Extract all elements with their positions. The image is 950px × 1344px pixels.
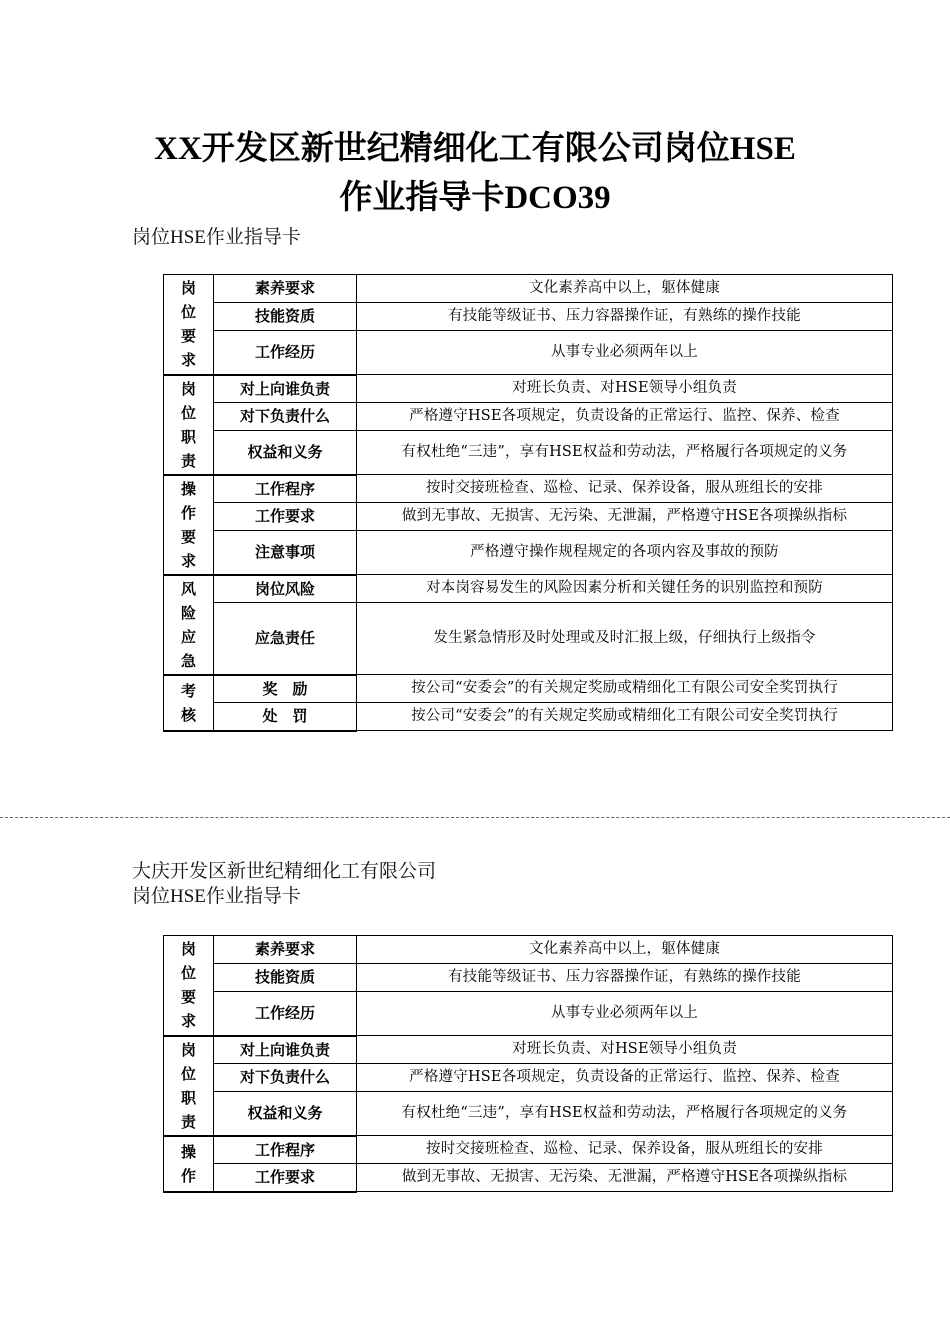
item-description-cell: 有技能等级证书、压力容器操作证，有熟练的操作技能 xyxy=(357,964,893,992)
section1-subtitle: 岗位HSE作业指导卡 xyxy=(132,227,301,248)
group-label-char: 风 xyxy=(180,579,196,598)
item-name-cell: 应急责任 xyxy=(214,603,357,675)
table-row xyxy=(164,675,893,703)
group-label-char: 位 xyxy=(180,964,196,983)
group-label-char: 位 xyxy=(180,403,196,422)
group-label xyxy=(164,275,214,375)
group-label xyxy=(164,1036,214,1136)
group-label-char: 求 xyxy=(180,1012,196,1031)
section2-company-name: 大庆开发区新世纪精细化工有限公司 xyxy=(132,861,437,882)
item-description-cell: 严格遵守操作规程规定的各项内容及事故的预防 xyxy=(357,531,893,575)
item-name-cell: 对上向谁负责 xyxy=(214,1036,357,1064)
item-name-cell: 工作程序 xyxy=(214,475,357,503)
item-name-cell: 对下负责什么 xyxy=(214,403,357,431)
group-label xyxy=(164,475,214,575)
item-name-cell: 技能资质 xyxy=(214,964,357,992)
item-name-cell: 对下负责什么 xyxy=(214,1064,357,1092)
group-label xyxy=(164,375,214,475)
table-row xyxy=(164,475,893,503)
group-label-char: 求 xyxy=(180,351,196,370)
item-description-cell: 做到无事故、无损害、无污染、无泄漏，严格遵守HSE各项操纵指标 xyxy=(357,1164,893,1192)
item-description-cell: 严格遵守HSE各项规定，负责设备的正常运行、监控、保养、检查 xyxy=(357,403,893,431)
item-description-cell: 有权杜绝“三违”，享有HSE权益和劳动法，严格履行各项规定的义务 xyxy=(357,431,893,475)
group-label-char: 操 xyxy=(180,1142,196,1161)
table-row xyxy=(164,431,893,475)
table-row xyxy=(164,936,893,964)
group-label-char: 应 xyxy=(180,627,196,646)
group-label-char: 岗 xyxy=(180,1040,196,1059)
group-label-char: 作 xyxy=(180,503,196,522)
item-description-cell: 文化素养高中以上，躯体健康 xyxy=(357,936,893,964)
item-name-cell: 工作要求 xyxy=(214,503,357,531)
item-name-cell: 奖 励 xyxy=(214,675,357,703)
group-label-char: 操 xyxy=(180,479,196,498)
group-label-char: 急 xyxy=(180,651,196,670)
table-row xyxy=(164,1164,893,1192)
group-label-char: 岗 xyxy=(180,940,196,959)
group-label-char: 核 xyxy=(180,705,196,724)
group-label xyxy=(164,675,214,731)
group-label-char: 要 xyxy=(180,527,196,546)
group-label-char: 岗 xyxy=(180,279,196,298)
item-description-cell: 有权杜绝“三违”，享有HSE权益和劳动法，严格履行各项规定的义务 xyxy=(357,1092,893,1136)
item-description-cell: 发生紧急情形及时处理或及时汇报上级，仔细执行上级指令 xyxy=(357,603,893,675)
group-label xyxy=(164,936,214,1036)
group-label xyxy=(164,575,214,675)
hse-guidance-card-2 xyxy=(163,935,893,1193)
table-row xyxy=(164,403,893,431)
item-name-cell: 岗位风险 xyxy=(214,575,357,603)
item-description-cell: 按公司“安委会”的有关规定奖励或精细化工有限公司安全奖罚执行 xyxy=(357,703,893,731)
table-row xyxy=(164,275,893,303)
group-label xyxy=(164,1136,214,1192)
item-name-cell: 权益和义务 xyxy=(214,1092,357,1136)
table-row xyxy=(164,303,893,331)
item-description-cell: 对本岗容易发生的风险因素分析和关键任务的识别监控和预防 xyxy=(357,575,893,603)
table-row xyxy=(164,1136,893,1164)
item-description-cell: 做到无事故、无损害、无污染、无泄漏，严格遵守HSE各项操纵指标 xyxy=(357,503,893,531)
item-name-cell: 注意事项 xyxy=(214,531,357,575)
group-label-char: 求 xyxy=(180,551,196,570)
table-row xyxy=(164,1036,893,1064)
group-label-char: 职 xyxy=(180,427,196,446)
item-description-cell: 从事专业必须两年以上 xyxy=(357,331,893,375)
group-label-char: 位 xyxy=(180,303,196,322)
item-name-cell: 权益和义务 xyxy=(214,431,357,475)
table-row xyxy=(164,703,893,731)
item-description-cell: 对班长负责、对HSE领导小组负责 xyxy=(357,375,893,403)
item-description-cell: 从事专业必须两年以上 xyxy=(357,992,893,1036)
item-description-cell: 按时交接班检查、巡检、记录、保养设备，服从班组长的安排 xyxy=(357,475,893,503)
document-title-line1: XX开发区新世纪精细化工有限公司岗位HSE xyxy=(154,131,796,167)
group-label-char: 责 xyxy=(180,451,196,470)
group-label-char: 岗 xyxy=(180,379,196,398)
group-label-char: 要 xyxy=(180,327,196,346)
item-name-cell: 技能资质 xyxy=(214,303,357,331)
item-name-cell: 工作经历 xyxy=(214,331,357,375)
item-description-cell: 按公司“安委会”的有关规定奖励或精细化工有限公司安全奖罚执行 xyxy=(357,675,893,703)
item-name-cell: 工作经历 xyxy=(214,992,357,1036)
table-row xyxy=(164,375,893,403)
table-row xyxy=(164,992,893,1036)
item-description-cell: 对班长负责、对HSE领导小组负责 xyxy=(357,1036,893,1064)
section2-subtitle: 岗位HSE作业指导卡 xyxy=(132,886,301,907)
table-row xyxy=(164,531,893,575)
group-label-char: 责 xyxy=(180,1112,196,1131)
item-name-cell: 工作程序 xyxy=(214,1136,357,1164)
document-title-line2: 作业指导卡DCO39 xyxy=(339,180,611,216)
group-label-char: 位 xyxy=(180,1064,196,1083)
group-label-char: 考 xyxy=(180,681,196,700)
group-label-char: 要 xyxy=(180,988,196,1007)
hse-guidance-card-1 xyxy=(163,274,893,732)
item-description-cell: 文化素养高中以上，躯体健康 xyxy=(357,275,893,303)
table-row xyxy=(164,1064,893,1092)
table-row xyxy=(164,503,893,531)
table-row xyxy=(164,331,893,375)
item-name-cell: 素养要求 xyxy=(214,936,357,964)
table-row xyxy=(164,575,893,603)
item-description-cell: 按时交接班检查、巡检、记录、保养设备，服从班组长的安排 xyxy=(357,1136,893,1164)
table-row xyxy=(164,603,893,675)
table-row xyxy=(164,1092,893,1136)
item-name-cell: 对上向谁负责 xyxy=(214,375,357,403)
table-row xyxy=(164,964,893,992)
group-label-char: 险 xyxy=(180,603,196,622)
item-description-cell: 有技能等级证书、压力容器操作证，有熟练的操作技能 xyxy=(357,303,893,331)
item-name-cell: 素养要求 xyxy=(214,275,357,303)
page-divider xyxy=(0,817,950,818)
item-name-cell: 工作要求 xyxy=(214,1164,357,1192)
item-description-cell: 严格遵守HSE各项规定，负责设备的正常运行、监控、保养、检查 xyxy=(357,1064,893,1092)
group-label-char: 职 xyxy=(180,1088,196,1107)
item-name-cell: 处 罚 xyxy=(214,703,357,731)
group-label-char: 作 xyxy=(180,1166,196,1185)
